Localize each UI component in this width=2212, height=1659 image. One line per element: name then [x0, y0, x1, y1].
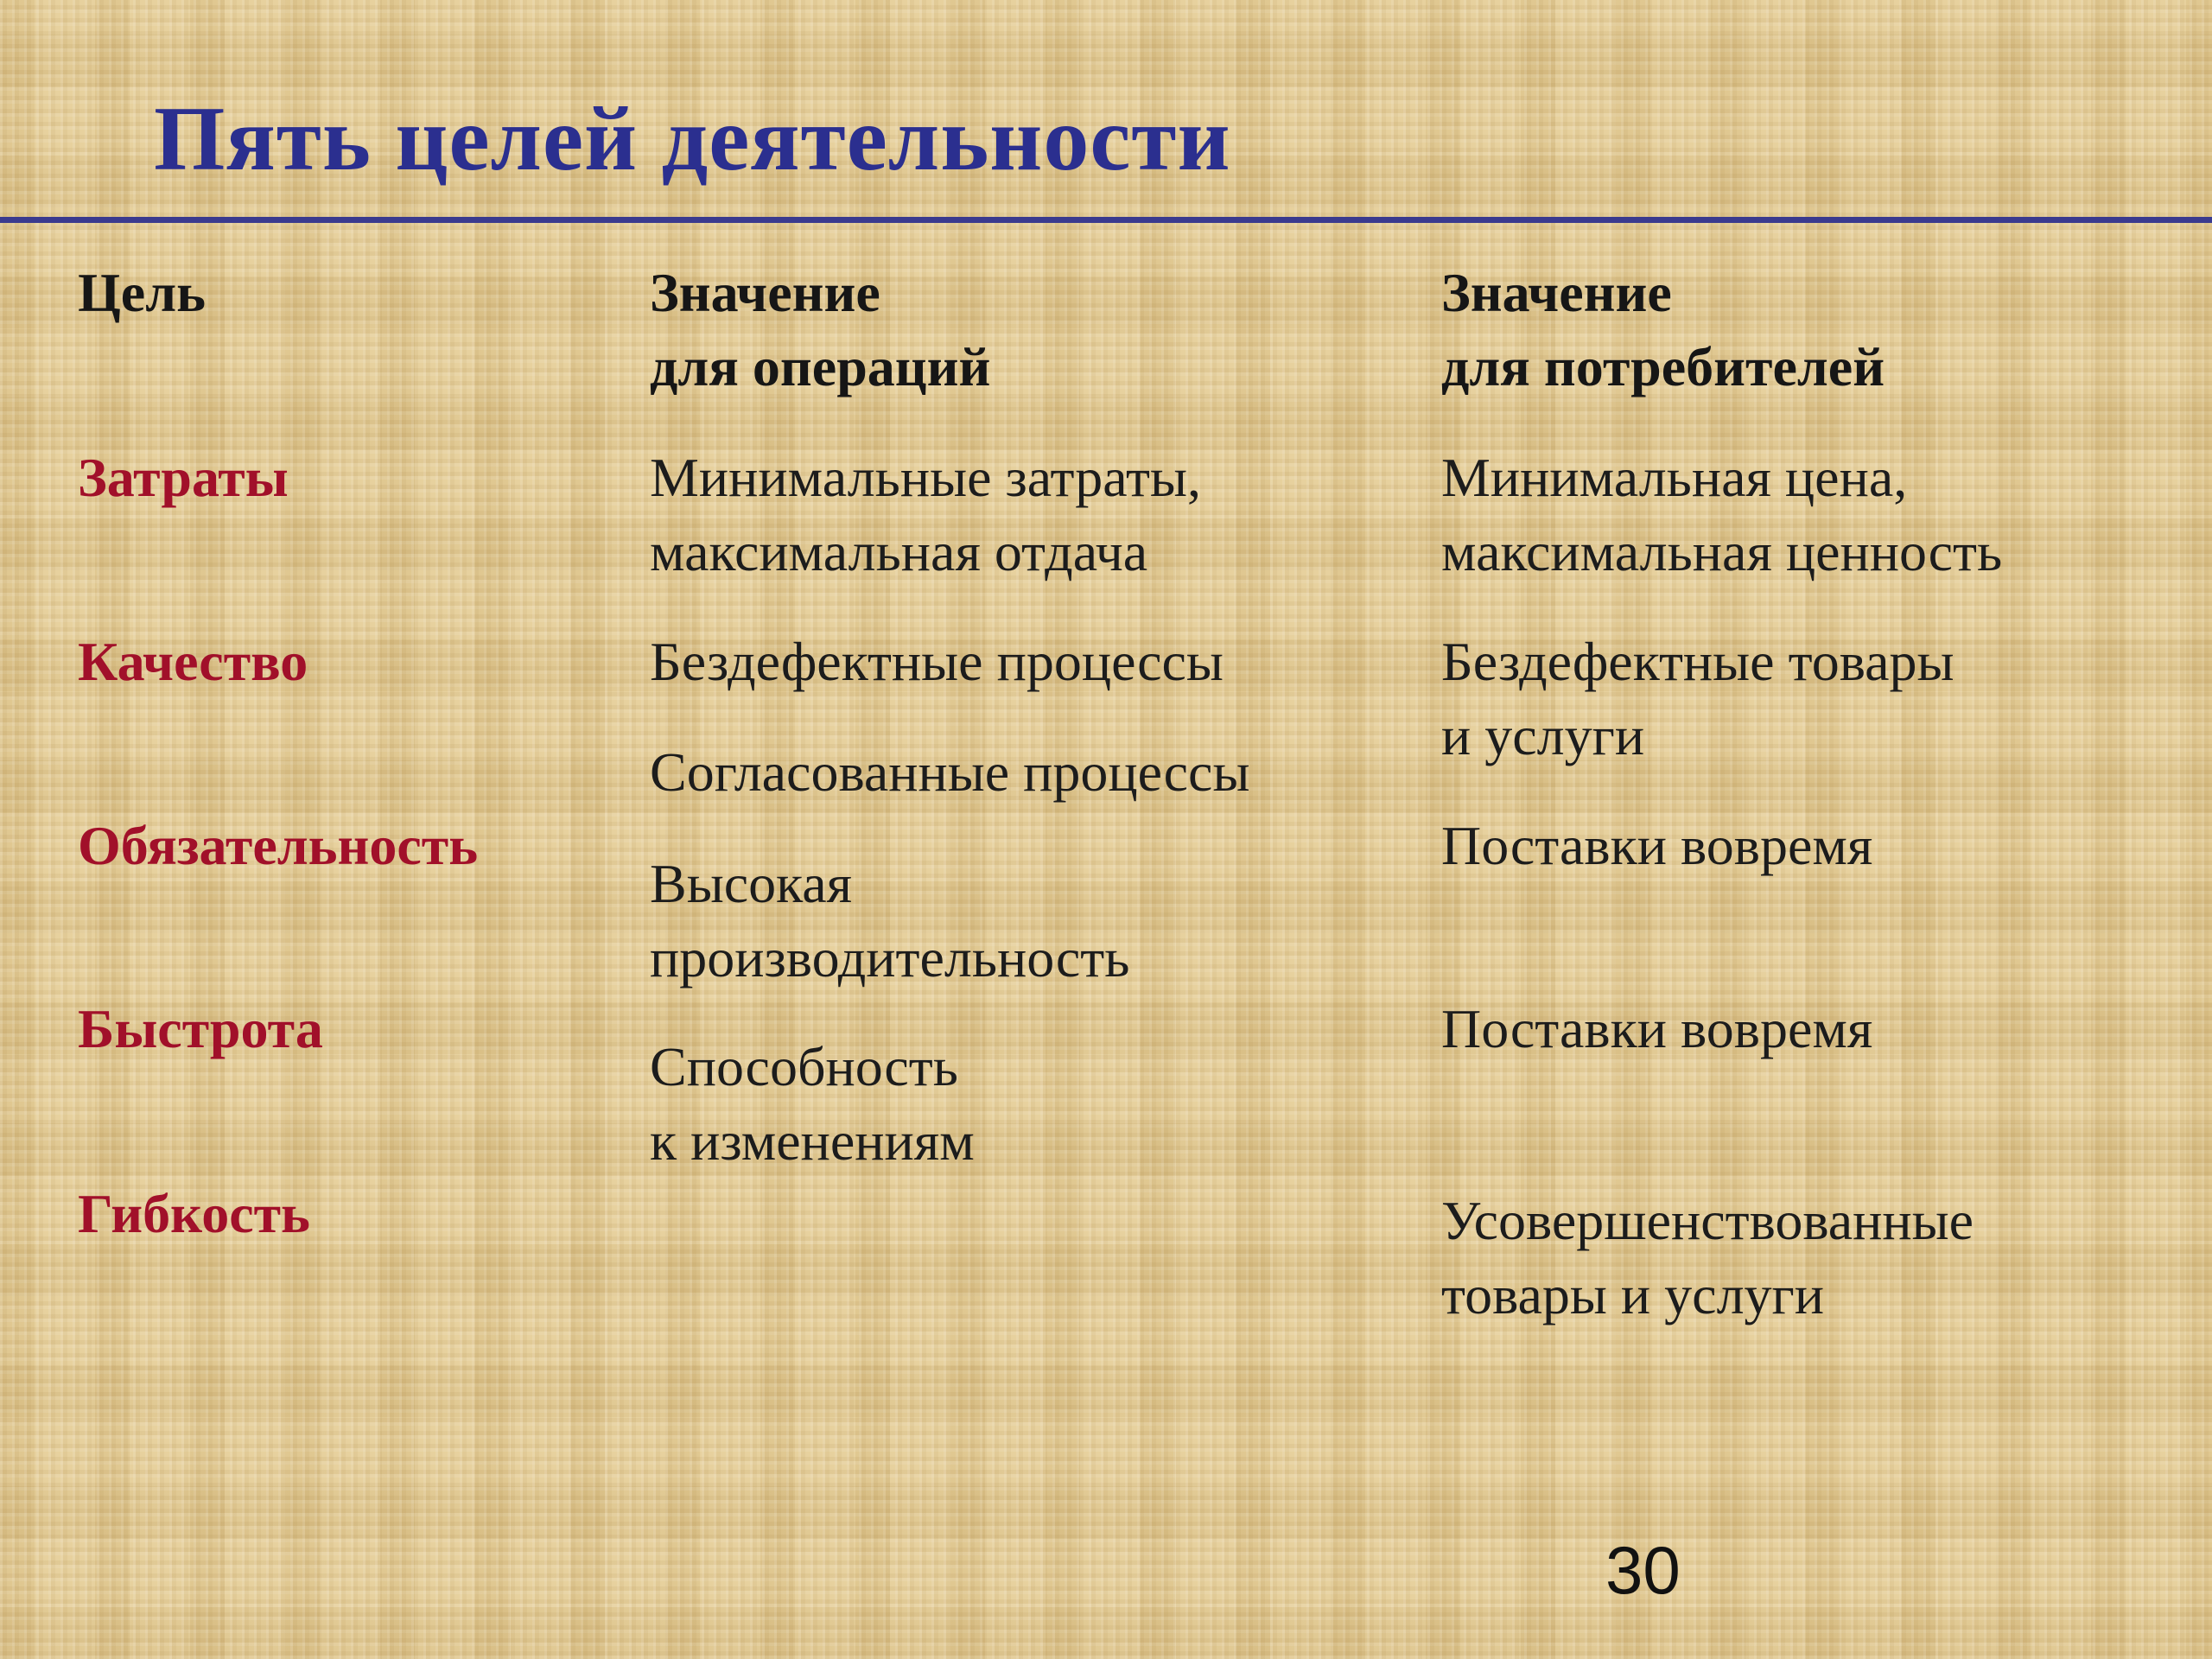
- operations-costs: [650, 441, 1201, 589]
- header-consumers: [1441, 256, 1885, 404]
- header-operations: [650, 256, 990, 404]
- consumers-flexibility: [1441, 1184, 1974, 1332]
- operations-dependability: Согласованные процессы: [650, 741, 1250, 803]
- consumers-quality: [1441, 625, 1954, 773]
- operations-costs-line-1: Минимальные затраты,: [650, 447, 1201, 508]
- operations-speed: [650, 847, 1129, 995]
- consumers-costs-line-2: максимальная ценность: [1441, 521, 2003, 582]
- consumers-speed: Поставки вовремя: [1441, 998, 1873, 1059]
- consumers-flexibility-line-1: Усовершенствованные: [1441, 1190, 1974, 1251]
- goal-flexibility: Гибкость: [78, 1183, 310, 1244]
- consumers-costs: [1441, 441, 2002, 589]
- goal-speed: Быстрота: [78, 998, 323, 1059]
- consumers-quality-line-2: и услуги: [1441, 705, 1645, 766]
- slide-title: Пять целей деятельности: [154, 88, 1231, 189]
- operations-costs-line-2: максимальная отдача: [650, 521, 1148, 582]
- goal-costs: Затраты: [78, 447, 289, 508]
- header-goal: Цель: [78, 262, 206, 323]
- header-consumers-line-2: для потребителей: [1441, 336, 1885, 397]
- operations-speed-line-2: производительность: [650, 927, 1130, 988]
- operations-flexibility-line-2: к изменениям: [650, 1110, 975, 1172]
- operations-flexibility: [650, 1030, 975, 1179]
- title-underline: [0, 217, 2212, 223]
- header-consumers-line-1: Значение: [1441, 262, 1672, 323]
- goal-quality: Качество: [78, 631, 308, 692]
- consumers-dependability: Поставки вовремя: [1441, 815, 1873, 876]
- page-number: 30: [1605, 1532, 1681, 1608]
- operations-quality: Бездефектные процессы: [650, 631, 1224, 692]
- operations-flexibility-line-1: Способность: [650, 1036, 958, 1097]
- consumers-flexibility-line-2: товары и услуги: [1441, 1264, 1824, 1325]
- header-operations-line-2: для операций: [650, 336, 991, 397]
- consumers-costs-line-1: Минимальная цена,: [1441, 447, 1908, 508]
- goal-dependability: Обязательность: [78, 815, 479, 876]
- header-operations-line-1: Значение: [650, 262, 880, 323]
- consumers-quality-line-1: Бездефектные товары: [1441, 631, 1955, 692]
- operations-speed-line-1: Высокая: [650, 853, 853, 914]
